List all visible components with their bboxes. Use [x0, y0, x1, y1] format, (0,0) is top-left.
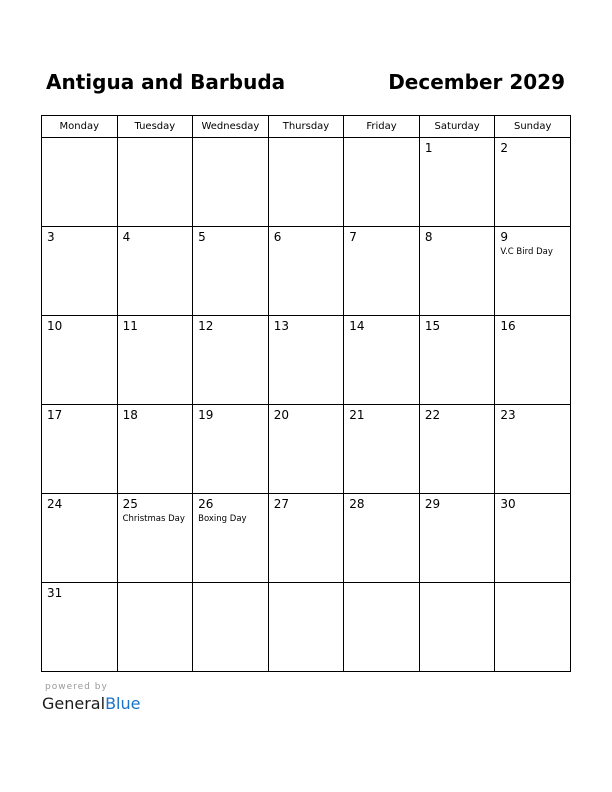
- day-number: 20: [273, 408, 289, 422]
- day-number: 5: [198, 230, 206, 244]
- day-number: 27: [273, 497, 289, 511]
- brand-blue: Blue: [105, 694, 141, 713]
- holiday-label: Boxing Day: [198, 514, 247, 524]
- country-title: Antigua and Barbuda: [46, 70, 286, 94]
- day-number: 1: [424, 141, 433, 155]
- weekday-monday: Monday: [42, 116, 118, 138]
- day-number: 14: [349, 319, 365, 333]
- day-number: 19: [198, 408, 214, 422]
- day-number: 24: [47, 497, 63, 511]
- powered-by-label: powered by: [45, 682, 108, 692]
- day-cell: [419, 138, 495, 227]
- calendar-week-row: [42, 138, 571, 227]
- day-number: [118, 138, 193, 141]
- day-number: [269, 583, 344, 586]
- day-cell: [268, 316, 344, 405]
- day-number: 10: [47, 319, 63, 333]
- weekday-wednesday: Wednesday: [193, 116, 269, 138]
- day-number: 23: [500, 408, 516, 422]
- day-cell: [419, 227, 495, 316]
- brand-general: General: [42, 694, 106, 713]
- day-cell: [419, 405, 495, 494]
- day-number: 13: [273, 319, 289, 333]
- day-cell: [42, 316, 118, 405]
- calendar-week-row: [42, 494, 571, 583]
- calendar-week-row: [42, 405, 571, 494]
- day-cell: [344, 583, 420, 672]
- day-cell: [42, 138, 118, 227]
- day-cell: [495, 405, 571, 494]
- day-cell: [193, 583, 269, 672]
- day-number: 15: [424, 319, 441, 333]
- day-cell: [117, 138, 193, 227]
- day-number: 3: [47, 230, 55, 244]
- month-title: December 2029: [388, 70, 565, 94]
- day-number: 28: [349, 497, 365, 511]
- day-cell: [495, 494, 571, 583]
- day-cell: [419, 494, 495, 583]
- brand-logo: [42, 694, 140, 713]
- calendar-grid: [41, 115, 571, 672]
- day-number: 18: [122, 408, 138, 422]
- day-cell: [193, 405, 269, 494]
- day-number: 29: [424, 497, 441, 511]
- day-cell: [193, 316, 269, 405]
- calendar-body: [42, 138, 571, 672]
- day-cell: [42, 583, 118, 672]
- day-number: [344, 138, 419, 141]
- day-cell: [42, 494, 118, 583]
- weekday-friday: Friday: [344, 116, 420, 138]
- day-number: [193, 138, 268, 141]
- day-number: [344, 583, 419, 586]
- calendar-week-row: [42, 227, 571, 316]
- day-number: 30: [500, 497, 516, 511]
- day-number: 4: [122, 230, 131, 244]
- day-cell: [344, 405, 420, 494]
- day-number: 12: [198, 319, 214, 333]
- day-cell: [495, 583, 571, 672]
- day-number: [118, 583, 193, 586]
- day-cell: [495, 227, 571, 316]
- calendar-week-row: [42, 316, 571, 405]
- day-number: 8: [424, 230, 433, 244]
- day-cell: [344, 494, 420, 583]
- day-cell: [495, 138, 571, 227]
- day-cell: [419, 316, 495, 405]
- day-number: 9: [500, 230, 509, 244]
- day-cell: [193, 227, 269, 316]
- weekday-thursday: Thursday: [268, 116, 344, 138]
- day-number: 6: [273, 230, 282, 244]
- day-number: [495, 583, 570, 586]
- day-cell: [268, 138, 344, 227]
- day-cell: [117, 583, 193, 672]
- day-cell: [42, 227, 118, 316]
- day-number: 21: [349, 408, 365, 422]
- day-cell: [268, 583, 344, 672]
- holiday-label: V.C Bird Day: [500, 247, 553, 257]
- day-cell: [344, 227, 420, 316]
- day-number: 11: [122, 319, 138, 333]
- day-number: [193, 583, 268, 586]
- day-number: 17: [47, 408, 63, 422]
- day-cell: [344, 316, 420, 405]
- day-number: 16: [500, 319, 516, 333]
- day-number: 2: [500, 141, 509, 155]
- day-cell: [268, 227, 344, 316]
- day-cell: [117, 494, 193, 583]
- day-number: [420, 583, 495, 586]
- day-cell: [193, 494, 269, 583]
- day-number: 31: [47, 586, 63, 600]
- day-cell: [193, 138, 269, 227]
- day-cell: [268, 494, 344, 583]
- weekday-header-row: [42, 116, 571, 138]
- day-cell: [117, 227, 193, 316]
- day-number: 7: [349, 230, 357, 244]
- day-cell: [42, 405, 118, 494]
- day-cell: [344, 138, 420, 227]
- day-cell: [495, 316, 571, 405]
- day-cell: [117, 405, 193, 494]
- weekday-tuesday: Tuesday: [117, 116, 193, 138]
- day-cell: [268, 405, 344, 494]
- day-number: [269, 138, 344, 141]
- weekday-sunday: Sunday: [495, 116, 571, 138]
- holiday-label: Christmas Day: [122, 514, 185, 524]
- calendar-week-row: [42, 583, 571, 672]
- day-number: 26: [198, 497, 214, 511]
- day-number: [42, 138, 117, 141]
- day-cell: [117, 316, 193, 405]
- weekday-saturday: Saturday: [419, 116, 495, 138]
- day-cell: [419, 583, 495, 672]
- day-number: 25: [122, 497, 138, 511]
- day-number: 22: [424, 408, 441, 422]
